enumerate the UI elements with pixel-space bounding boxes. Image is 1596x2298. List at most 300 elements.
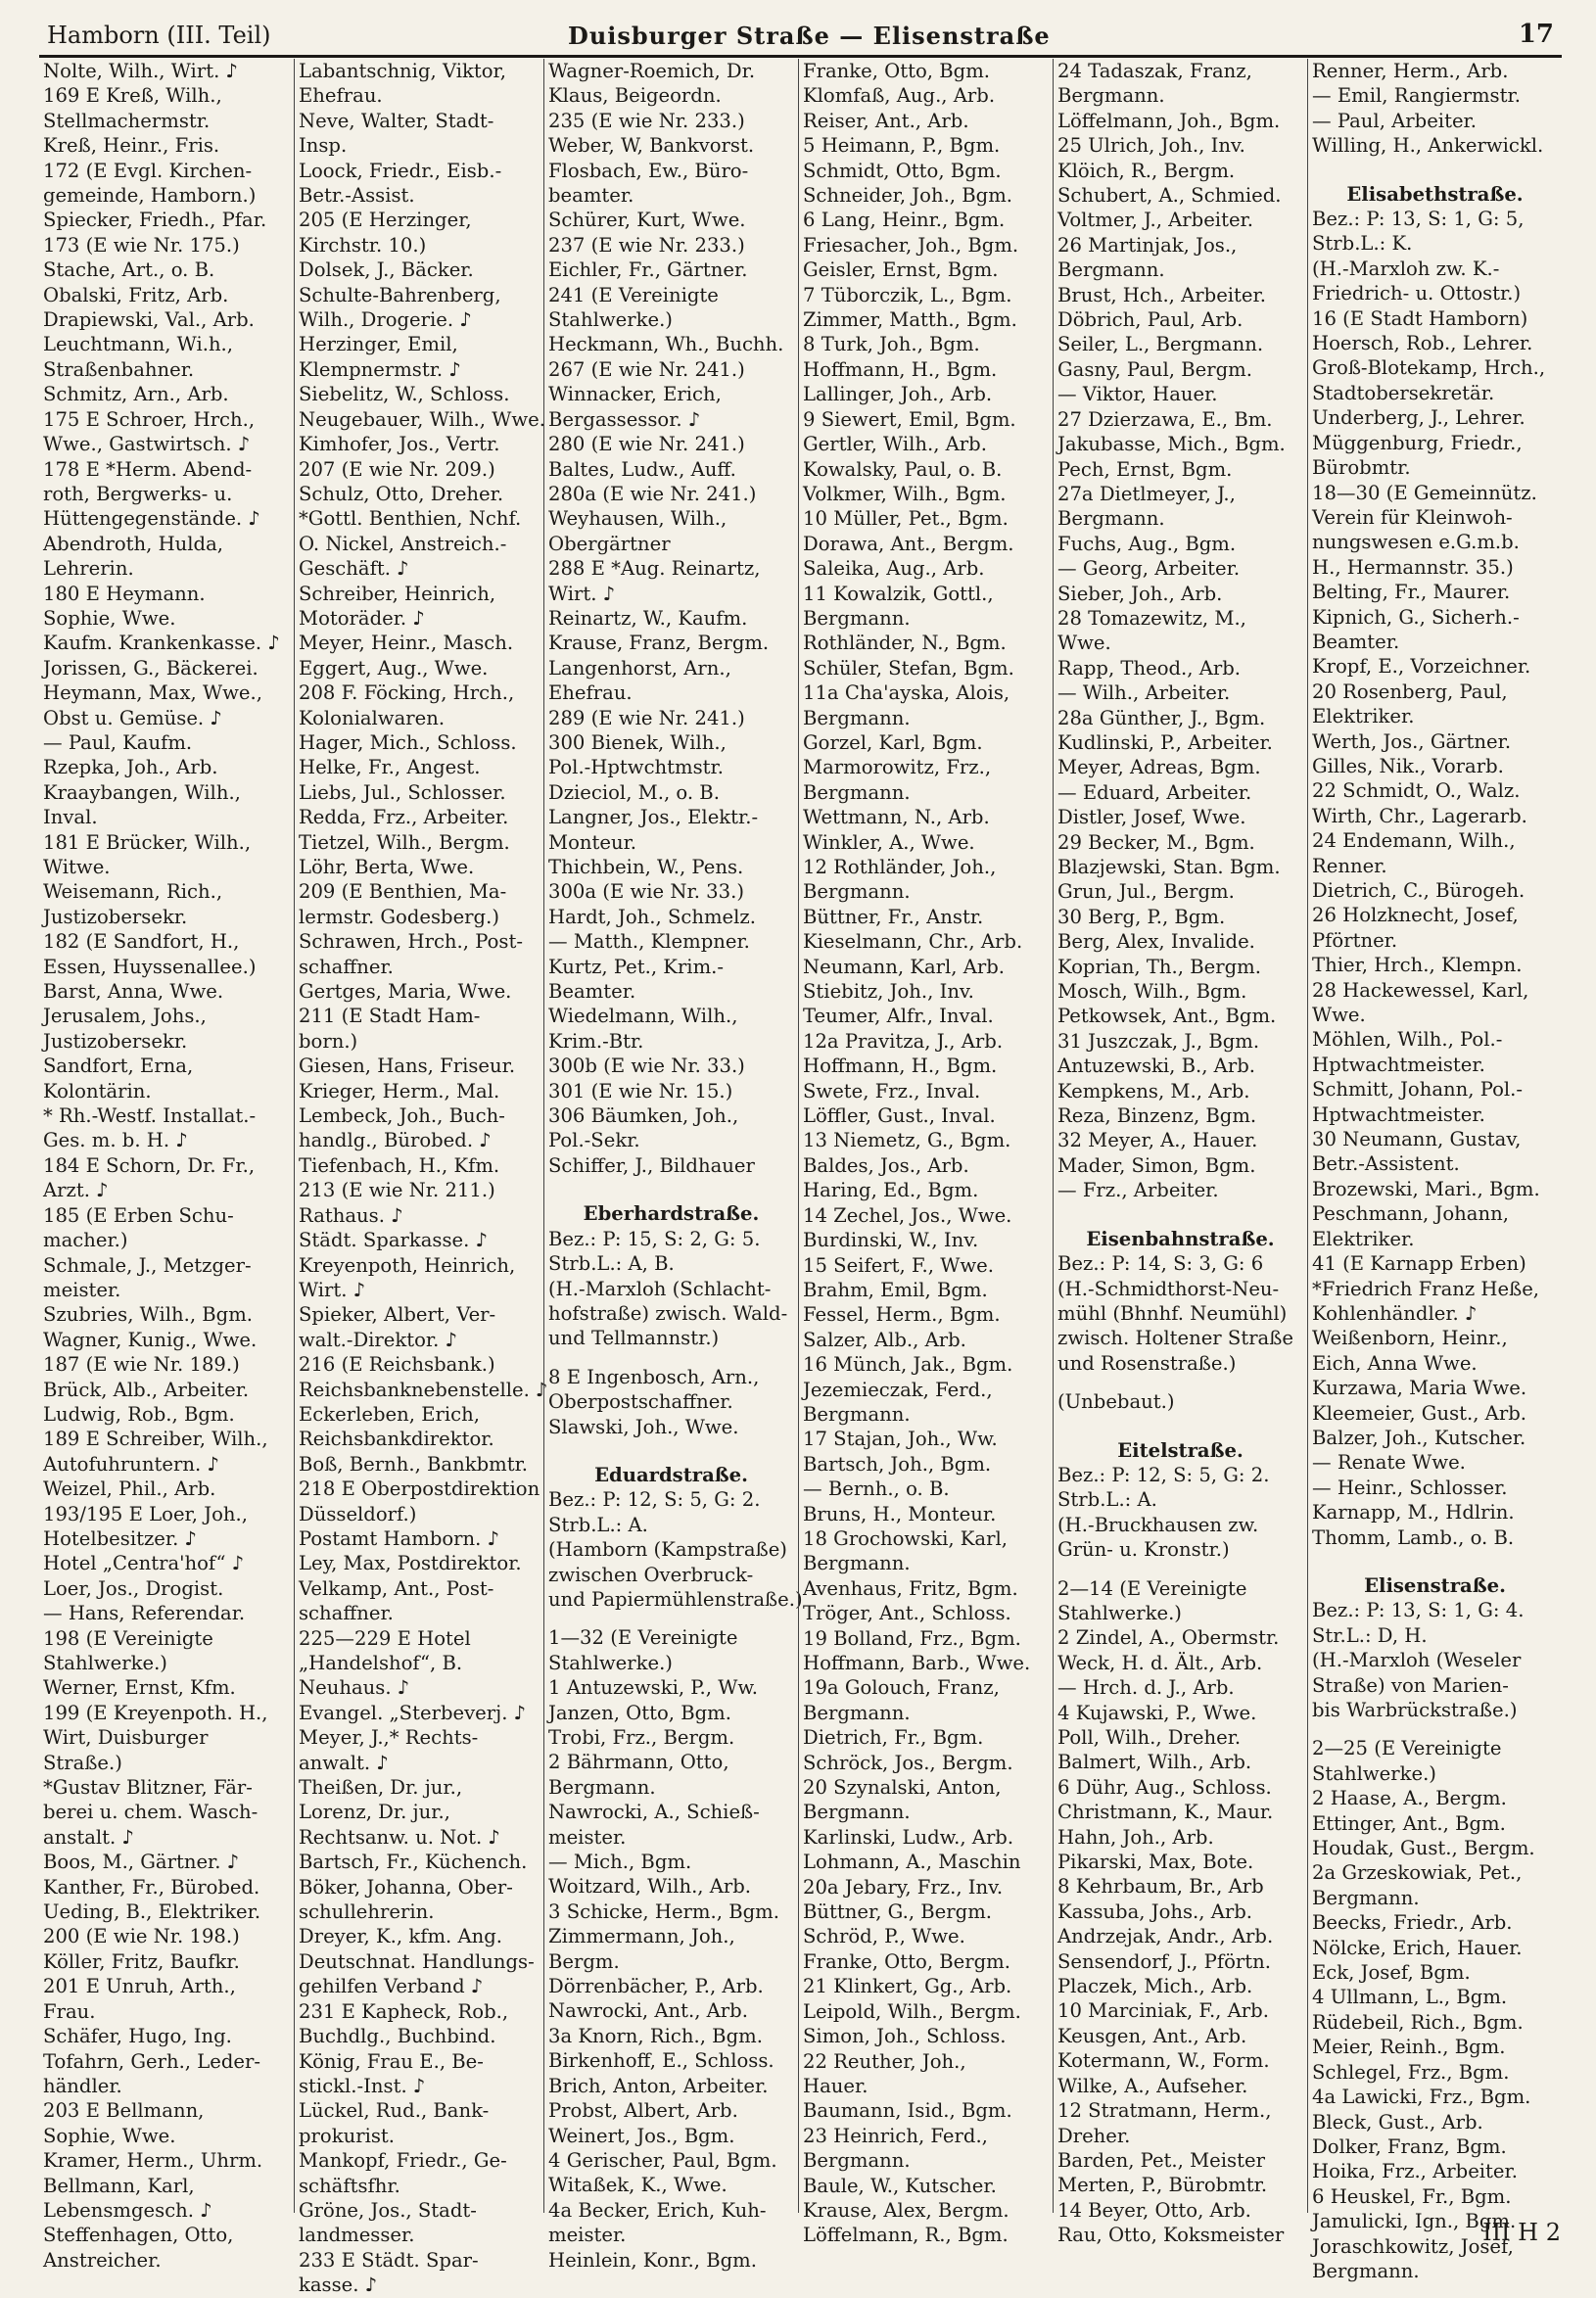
directory-entry-line: 267 (E wie Nr. 241.) — [548, 357, 745, 381]
directory-entry-line: Pförtner. — [1312, 928, 1398, 952]
directory-entry-line: Jorissen, G., Bäckerei. — [43, 656, 258, 680]
directory-entry-line: *Gustav Blitzner, Fär- — [43, 1776, 253, 1800]
directory-entry-line: Lückel, Rud., Bank- — [299, 2099, 490, 2123]
directory-entry-line: Lebensmgesch. ♪ — [43, 2198, 212, 2222]
directory-entry-line: Nawrocki, A., Schieß- — [548, 1801, 760, 1824]
directory-entry-line: 4a Becker, Erich, Kuh- — [548, 2198, 767, 2222]
directory-entry-line: 280a (E wie Nr. 241.) — [548, 482, 757, 505]
directory-entry-line: Brich, Anton, Arbeiter. — [548, 2074, 769, 2097]
directory-entry-line: Beecks, Friedr., Arb. — [1312, 1911, 1513, 1935]
directory-entry-line: Balzer, Joh., Kutscher. — [1312, 1426, 1526, 1449]
directory-entry-line: 30 Neumann, Gustav, — [1312, 1128, 1522, 1151]
directory-entry-line: Reichsbankdirektor. — [299, 1428, 494, 1451]
column-5 — [1053, 59, 1307, 2247]
directory-entry-line: gemeinde, Hamborn.) — [43, 184, 257, 208]
directory-entry-line: Wirt. ♪ — [299, 1278, 366, 1301]
directory-entry-line: meister. — [548, 2224, 627, 2247]
directory-entry-line: walt.-Direktor. ♪ — [299, 1328, 458, 1351]
directory-entry-line: Hoffmann, H., Bgm. — [803, 357, 998, 381]
directory-entry-line: 241 (E Vereinigte — [548, 283, 719, 306]
directory-entry-line: Thomm, Lamb., o. B. — [1312, 1525, 1515, 1549]
directory-entry-line: 11 Kowalzik, Gottl., — [803, 582, 994, 605]
directory-entry-line: 6 Heuskel, Fr., Bgm. — [1312, 2184, 1512, 2208]
directory-entry-line: Sophie, Wwe. — [43, 606, 176, 630]
directory-entry-line: Bez.: P: 14, S: 3, G: 6 — [1057, 1252, 1264, 1276]
directory-entry-line: Beamter. — [1312, 630, 1400, 653]
directory-entry-line: Velkamp, Ant., Post- — [299, 1576, 494, 1600]
directory-entry-line: Jerusalem, Johs., — [43, 1005, 207, 1028]
directory-entry-line: Rzepka, Joh., Arb. — [43, 756, 218, 779]
directory-entry-line: Bergmann. — [803, 706, 911, 729]
directory-entry-line: Brozewski, Mari., Bgm. — [1312, 1177, 1540, 1200]
directory-entry-line: Betr.-Assistent. — [1312, 1152, 1460, 1176]
directory-entry-line: Jamulicki, Ign., Bgm. — [1312, 2210, 1517, 2233]
directory-entry-line: Keusgen, Ant., Arb. — [1057, 2024, 1247, 2047]
directory-entry-line: Andrzejak, Andr., Arb. — [1057, 1925, 1274, 1948]
directory-entry-line: (Hamborn (Kampstraße) — [548, 1538, 787, 1562]
directory-entry-line: Obalski, Fritz, Arb. — [43, 283, 229, 306]
directory-entry-line: Baule, W., Kutscher. — [803, 2174, 997, 2197]
directory-entry-line: Langner, Jos., Elektr.- — [548, 806, 759, 829]
directory-entry-line: Koprian, Th., Bergm. — [1057, 955, 1261, 978]
directory-entry-line: Str.L.: D, H. — [1312, 1623, 1428, 1647]
directory-entry-line: 12 Rothländer, Joh., — [803, 856, 997, 878]
directory-entry-line: Bergmann. — [803, 780, 911, 804]
spacer — [548, 1178, 794, 1192]
directory-entry-line: Wilke, A., Aufseher. — [1057, 2074, 1248, 2097]
directory-entry-line: Wwe. — [1057, 632, 1111, 655]
directory-entry-line: 25 Ulrich, Joh., Inv. — [1057, 134, 1245, 158]
directory-entry-line: Winnacker, Erich, — [548, 383, 722, 406]
directory-entry-line: Ehefrau. — [548, 681, 633, 705]
directory-entry-line: Hahn, Joh., Arb. — [1057, 1825, 1214, 1849]
directory-entry-line: stickl.-Inst. ♪ — [299, 2074, 426, 2097]
header-street-range: Duisburger Straße — Elisenstraße — [568, 22, 1051, 50]
directory-entry-line: Elektriker. — [1312, 705, 1415, 728]
street-heading: Elisenstraße. — [1364, 1573, 1506, 1597]
directory-entry-line: Kimhofer, Jos., Vertr. — [299, 433, 500, 456]
directory-entry-line: anwalt. ♪ — [299, 1751, 389, 1774]
directory-entry-line: Christmann, K., Maur. — [1057, 1801, 1274, 1824]
directory-entry-line: Winkler, A., Wwe. — [803, 830, 975, 854]
directory-entry-line: Bergmann. — [803, 1402, 911, 1426]
directory-entry-line: Hager, Mich., Schloss. — [299, 730, 517, 754]
directory-entry-line: 23 Heinrich, Ferd., — [803, 2124, 988, 2147]
directory-entry-line: Jakubasse, Mich., Bgm. — [1057, 433, 1286, 456]
directory-entry-line: Kohlenhändler. ♪ — [1312, 1301, 1478, 1325]
directory-entry-line: 9 Siewert, Emil, Bgm. — [803, 407, 1016, 431]
directory-entry-line: Kurtz, Pet., Krim.- — [548, 955, 725, 978]
directory-entry-line: 218 E Oberpostdirektion — [299, 1477, 540, 1501]
directory-entry-line: 301 (E wie Nr. 15.) — [548, 1079, 733, 1102]
directory-entry-line: Bergmann. — [1057, 84, 1165, 108]
directory-entry-line: 7 Tüborczik, L., Bgm. — [803, 283, 1012, 306]
directory-entry-line: Brück, Alb., Arbeiter. — [43, 1378, 250, 1401]
directory-entry-line: Stahlwerke.) — [548, 308, 673, 332]
page-footer-signature: III H 2 — [1482, 2219, 1561, 2246]
directory-entry-line: Kreyenpoth, Heinrich, — [299, 1253, 516, 1277]
directory-entry-line: Eggert, Aug., Wwe. — [299, 656, 489, 680]
directory-entry-line: Swete, Frz., Inval. — [803, 1079, 981, 1102]
directory-entry-line: Bergmann. — [548, 1775, 656, 1799]
directory-entry-line: Flosbach, Ew., Büro- — [548, 159, 749, 182]
directory-entry-line: Weyhausen, Wilh., — [548, 507, 728, 531]
directory-entry-line: 8 E Ingenbosch, Arn., — [548, 1365, 760, 1388]
directory-entry-line: Klomfaß, Aug., Arb. — [803, 84, 996, 108]
directory-entry-line: Lallinger, Joh., Arb. — [803, 383, 993, 406]
directory-entry-line: Thier, Hrch., Klempn. — [1312, 954, 1523, 977]
directory-entry-line: 175 E Schroer, Hrch., — [43, 407, 256, 431]
directory-entry-line: 300 Bienek, Wilh., — [548, 730, 727, 754]
column-2 — [294, 59, 548, 2297]
directory-entry-line: Bergassessor. ♪ — [548, 407, 701, 431]
directory-entry-line: Placzek, Mich., Arb. — [1057, 1975, 1253, 1998]
directory-entry-line: 15 Seifert, F., Wwe. — [803, 1253, 994, 1277]
directory-entry-line: Siebelitz, W., Schloss. — [299, 383, 510, 406]
directory-entry-line: Bergmann. — [1312, 1886, 1420, 1909]
directory-entry-line: — Paul, Arbeiter. — [1312, 109, 1477, 132]
directory-entry-line: Distler, Josef, Wwe. — [1057, 806, 1246, 829]
directory-entry-line: 18—30 (E Gemeinnütz. — [1312, 481, 1537, 504]
directory-entry-line: 173 (E wie Nr. 175.) — [43, 233, 240, 257]
directory-entry-line: Bez.: P: 15, S: 2, G: 5. — [548, 1227, 761, 1250]
directory-entry-line: Sensendorf, J., Pförtn. — [1057, 1949, 1271, 1973]
directory-entry-line: Neuhaus. ♪ — [299, 1676, 410, 1700]
spacer — [1312, 159, 1558, 172]
directory-entry-line: schaffner. — [299, 955, 394, 978]
directory-entry-line: Steffenhagen, Otto, — [43, 2224, 234, 2247]
directory-entry-line: Balmert, Wilh., Arb. — [1057, 1751, 1252, 1774]
directory-entry-line: 208 F. Föcking, Hrch., — [299, 681, 515, 705]
directory-entry-line: Stache, Art., o. B. — [43, 258, 215, 282]
directory-entry-line: Tietzel, Wilh., Bergm. — [299, 830, 510, 854]
directory-entry-line: 10 Marciniak, F., Arb. — [1057, 1999, 1269, 2023]
directory-entry-line: Probst, Albert, Arb. — [548, 2099, 738, 2123]
directory-entry-line: 231 E Kapheck, Rob., — [299, 1999, 509, 2023]
directory-entry-line: Inval. — [43, 806, 98, 829]
directory-entry-line: (H.-Schmidthorst-Neu- — [1057, 1277, 1280, 1300]
directory-entry-line: Buchdlg., Buchbind. — [299, 2025, 496, 2048]
directory-entry-line: 28a Günther, J., Bgm. — [1057, 706, 1266, 729]
directory-entry-line: Deutschnat. Handlungs- — [299, 1949, 535, 1973]
page-header — [39, 14, 1562, 58]
spacer — [548, 1612, 794, 1625]
directory-entry-line: Salzer, Alb., Arb. — [803, 1328, 966, 1351]
spacer — [1312, 1550, 1558, 1564]
directory-entry-line: 29 Becker, M., Bgm. — [1057, 830, 1255, 854]
directory-entry-line: Hoffmann, Barb., Wwe. — [803, 1652, 1031, 1674]
directory-entry-line: Reinartz, W., Kaufm. — [548, 606, 748, 630]
directory-entry-line: Teumer, Alfr., Inval. — [803, 1005, 994, 1028]
directory-entry-line: Redda, Frz., Arbeiter. — [299, 806, 509, 829]
directory-entry-line: 2—25 (E Vereinigte — [1312, 1737, 1502, 1760]
directory-entry-line: 13 Niemetz, G., Bgm. — [803, 1129, 1011, 1152]
directory-entry-line: 203 E Bellmann, — [43, 2099, 205, 2123]
directory-entry-line: Düsseldorf.) — [299, 1502, 417, 1525]
directory-entry-line: Verein für Kleinwoh- — [1312, 505, 1513, 529]
directory-entry-line: Jezemieczak, Ferd., — [803, 1378, 993, 1401]
directory-entry-line: Schmitz, Arn., Arb. — [43, 383, 229, 406]
directory-entry-line: Bergmann. — [803, 880, 911, 904]
directory-entry-line: — Frz., Arbeiter. — [1057, 1179, 1219, 1202]
directory-entry-line: Meier, Reinh., Bgm. — [1312, 2036, 1506, 2059]
directory-entry-line: Renner, Herm., Arb. — [1312, 60, 1509, 82]
directory-entry-line: Gilles, Nik., Vorarb. — [1312, 754, 1504, 777]
directory-entry-line: Neve, Walter, Stadt- — [299, 109, 494, 132]
directory-entry-line: Baumann, Isid., Bgm. — [803, 2099, 1012, 2123]
directory-entry-line: 10 Müller, Pet., Bgm. — [803, 507, 1009, 531]
directory-entry-line: 225—229 E Hotel — [299, 1626, 471, 1650]
directory-entry-line: Löffelmann, R., Bgm. — [803, 2224, 1009, 2247]
directory-entry-line: 288 E *Aug. Reinartz, — [548, 557, 761, 581]
directory-entry-line: Kolontärin. — [43, 1079, 152, 1102]
directory-entry-line: Grün- u. Kronstr.) — [1057, 1538, 1230, 1562]
directory-entry-line: Möhlen, Wilh., Pol.- — [1312, 1028, 1503, 1052]
directory-entry-line: — Georg, Arbeiter. — [1057, 557, 1241, 581]
directory-entry-line: Brust, Hch., Arbeiter. — [1057, 283, 1266, 306]
directory-entry-line: — Eduard, Arbeiter. — [1057, 780, 1252, 804]
directory-entry-line: — Emil, Rangiermstr. — [1312, 84, 1521, 108]
directory-entry-line: Wirth, Chr., Lagerarb. — [1312, 804, 1527, 827]
directory-entry-line: Schmidt, Otto, Bgm. — [803, 159, 1002, 182]
directory-entry-line: Bergmann. — [1057, 258, 1165, 282]
directory-entry-line: Weber, W, Bankvorst. — [548, 134, 755, 158]
spacer — [1057, 1415, 1303, 1429]
directory-entry-line: Dolsek, J., Bäcker. — [299, 258, 474, 282]
directory-entry-line: Liebs, Jul., Schlosser. — [299, 780, 506, 804]
directory-entry-line: Kipnich, G., Sicherh.- — [1312, 605, 1520, 629]
directory-entry-line: Ueding, B., Elektriker. — [43, 1900, 261, 1924]
directory-entry-line: Bartsch, Fr., Küchench. — [299, 1851, 528, 1874]
directory-entry-line: Strb.L.: A, B. — [548, 1252, 675, 1276]
spacer — [548, 1439, 794, 1453]
directory-entry-line: 24 Tadaszak, Franz, — [1057, 60, 1252, 82]
directory-entry-line: Schlegel, Frz., Bgm. — [1312, 2060, 1510, 2084]
directory-entry-line: Herzinger, Emil, — [299, 333, 458, 356]
directory-entry-line: 201 E Unruh, Arth., — [43, 1975, 236, 1998]
directory-entry-line: Bez.: P: 12, S: 5, G: 2. — [1057, 1463, 1270, 1486]
directory-entry-line: Stahlwerke.) — [548, 1651, 673, 1674]
directory-entry-line: Schulz, Otto, Dreher. — [299, 482, 504, 505]
directory-entry-line: Houdak, Gust., Bergm. — [1312, 1837, 1535, 1860]
directory-entry-line: 289 (E wie Nr. 241.) — [548, 706, 745, 729]
directory-entry-line: Eich, Anna Wwe. — [1312, 1351, 1478, 1375]
directory-entry-line: Schiffer, J., Bildhauer — [548, 1153, 755, 1177]
directory-entry-line: Bez.: P: 12, S: 5, G: 2. — [548, 1488, 761, 1512]
directory-entry-line: 12a Pravitza, J., Arb. — [803, 1029, 1004, 1053]
directory-entry-line: Karnapp, M., Hdlrin. — [1312, 1501, 1515, 1524]
directory-entry-line: 6 Dühr, Aug., Schloss. — [1057, 1775, 1272, 1799]
directory-entry-line: Brahm, Emil, Bgm. — [803, 1278, 988, 1301]
directory-entry-line: prokurist. — [299, 2124, 395, 2147]
directory-entry-line: Städt. Sparkasse. ♪ — [299, 1229, 489, 1252]
directory-entry-line: Schulte-Bahrenberg, — [299, 283, 501, 306]
directory-entry-line: Obst u. Gemüse. ♪ — [43, 706, 222, 729]
directory-entry-line: Bruns, H., Monteur. — [803, 1502, 997, 1525]
directory-entry-line: Bellmann, Karl, — [43, 2174, 195, 2197]
directory-entry-line: kasse. ♪ — [299, 2274, 378, 2297]
directory-entry-line: 209 (E Benthien, Ma- — [299, 880, 507, 904]
directory-entry-line: Dietrich, Fr., Bgm. — [803, 1726, 984, 1750]
directory-entry-line: 21 Klinkert, Gg., Arb. — [803, 1975, 1012, 1998]
directory-entry-line: Hoffmann, H., Bgm. — [803, 1055, 998, 1078]
directory-entry-line: Schröd, P., Wwe. — [803, 1925, 965, 1948]
directory-entry-line: meister. — [43, 1278, 121, 1301]
column-1 — [39, 59, 294, 2272]
directory-entry-line: händler. — [43, 2074, 122, 2097]
directory-entry-line: Heymann, Max, Wwe., — [43, 681, 262, 705]
directory-entry-line: Leuchtmann, Wi.h., — [43, 333, 234, 356]
directory-entry-line: (H.-Marxloh (Schlacht- — [548, 1277, 772, 1300]
directory-entry-line: König, Frau E., Be- — [299, 2049, 484, 2073]
directory-entry-line: nungswesen e.G.m.b. — [1312, 531, 1520, 554]
directory-entry-line: Kraaybangen, Wilh., — [43, 780, 241, 804]
directory-entry-line: „Handelshof“, B. — [299, 1652, 463, 1674]
header-district: Hamborn (III. Teil) — [47, 22, 271, 49]
directory-entry-line: Dreyer, K., kfm. Ang. — [299, 1925, 503, 1948]
directory-entry-line: Strb.L.: K. — [1312, 232, 1413, 256]
directory-entry-line: Monteur. — [548, 830, 637, 854]
directory-entry-line: Hardt, Joh., Schmelz. — [548, 905, 756, 928]
directory-entry-line: Groß-Blotekamp, Hrch., — [1312, 356, 1546, 380]
directory-entry-line: Thichbein, W., Pens. — [548, 856, 744, 878]
directory-entry-line: 178 E *Herm. Abend- — [43, 457, 253, 481]
spacer — [1057, 1376, 1303, 1389]
directory-entry-line: Spiecker, Friedh., Pfar. — [43, 209, 267, 232]
directory-entry-line: und Rosenstraße.) — [1057, 1351, 1237, 1375]
directory-entry-line: 3 Schicke, Herm., Bgm. — [548, 1899, 779, 1923]
directory-entry-line: Drapiewski, Val., Arb. — [43, 308, 255, 332]
directory-entry-line: Weck, H. d. Ält., Arb. — [1057, 1651, 1263, 1674]
directory-entry-line: Sieber, Joh., Arb. — [1057, 582, 1223, 605]
directory-entry-line: Witwe. — [43, 856, 111, 878]
directory-entry-line: Lehrerin. — [43, 557, 134, 581]
directory-entry-line: Zimmer, Matth., Bgm. — [803, 308, 1017, 332]
directory-entry-line: Bürobmtr. — [1312, 456, 1411, 480]
directory-entry-line: 26 Martinjak, Jos., — [1057, 233, 1238, 257]
directory-entry-line: — Renate Wwe. — [1312, 1451, 1466, 1475]
directory-entry-line: Giesen, Hans, Friseur. — [299, 1055, 516, 1078]
directory-entry-line: 41 (E Karnapp Erben) — [1312, 1252, 1526, 1276]
directory-entry-line: Berg, Alex, Invalide. — [1057, 930, 1255, 954]
directory-entry-line: Ettinger, Ant., Bgm. — [1312, 1811, 1506, 1835]
directory-entry-line: Loer, Jos., Drogist. — [43, 1576, 224, 1600]
directory-entry-line: Friedrich- u. Ottostr.) — [1312, 282, 1522, 305]
directory-entry-line: Reiser, Ant., Arb. — [803, 109, 969, 132]
directory-entry-line: 198 (E Vereinigte — [43, 1626, 213, 1650]
directory-entry-line: 237 (E wie Nr. 233.) — [548, 233, 745, 257]
directory-entry-line: Bleck, Gust., Arb. — [1312, 2110, 1483, 2134]
spacer — [1057, 1563, 1303, 1576]
directory-entry-line: lermstr. Godesberg.) — [299, 905, 499, 928]
directory-entry-line: Pikarski, Max, Bote. — [1057, 1851, 1254, 1874]
directory-entry-line: 6 Lang, Heinr., Bgm. — [803, 209, 1006, 232]
directory-entry-line: 12 Stratmann, Herm., — [1057, 2099, 1272, 2123]
directory-entry-line: schäftsfhr. — [299, 2174, 400, 2197]
directory-entry-line: Eck, Josef, Bgm. — [1312, 1961, 1471, 1985]
directory-entry-line: Schröck, Jos., Bergm. — [803, 1751, 1013, 1774]
directory-entry-line: Grun, Jul., Bergm. — [1057, 880, 1235, 904]
directory-entry-line: Köller, Fritz, Baufkr. — [43, 1949, 240, 1973]
directory-entry-line: und Tellmannstr.) — [548, 1327, 720, 1350]
directory-entry-line: Löffelmann, Joh., Bgm. — [1057, 109, 1281, 132]
directory-entry-line: zwischen Overbruck- — [548, 1563, 754, 1586]
directory-entry-line: Rechtsanw. u. Not. ♪ — [299, 1825, 500, 1849]
directory-entry-line: Kirchstr. 10.) — [299, 233, 427, 257]
directory-entry-line: Baldes, Jos., Arb. — [803, 1153, 969, 1177]
directory-entry-line: 2 Bährmann, Otto, — [548, 1751, 729, 1774]
directory-entry-line: Hoika, Frz., Arbeiter. — [1312, 2160, 1518, 2183]
directory-entry-line: Kempkens, M., Arb. — [1057, 1079, 1250, 1102]
directory-entry-line: Abendroth, Hulda, — [43, 532, 223, 555]
directory-entry-line: 4 Kujawski, P., Wwe. — [1057, 1701, 1257, 1724]
directory-entry-line: Insp. — [299, 134, 348, 158]
directory-entry-line: gehilfen Verband ♪ — [299, 1975, 484, 1998]
directory-entry-line: 205 (E Herzinger, — [299, 209, 472, 232]
directory-entry-line: hofstraße) zwisch. Wald- — [548, 1301, 788, 1325]
directory-entry-line: Kanther, Fr., Bürobed. — [43, 1875, 260, 1899]
directory-entry-line: Obergärtner — [548, 532, 671, 555]
directory-entry-line: Joraschkowitz, Josef, — [1312, 2234, 1514, 2258]
directory-entry-line: Krause, Alex, Bergm. — [803, 2198, 1009, 2222]
directory-entry-line: Betr.-Assist. — [299, 184, 415, 208]
directory-entry-line: Wagner-Roemich, Dr. — [548, 60, 756, 82]
directory-entry-line: Hauer. — [803, 2074, 868, 2097]
directory-entry-line: Merten, P., Bürobmtr. — [1057, 2174, 1268, 2197]
directory-entry-line: born.) — [299, 1029, 358, 1053]
directory-entry-line: Lohmann, A., Maschin — [803, 1851, 1021, 1874]
directory-entry-line: 189 E Schreiber, Wilh., — [43, 1428, 268, 1451]
directory-entry-line: Kowalsky, Paul, o. B. — [803, 457, 1003, 481]
directory-entry-line: Elektriker. — [1312, 1227, 1415, 1250]
directory-entry-line: Ley, Max, Postdirektor. — [299, 1552, 522, 1575]
directory-entry-line: mühl (Bhnhf. Neumühl) — [1057, 1301, 1288, 1325]
directory-entry-line: Loock, Friedr., Eisb.- — [299, 159, 502, 182]
directory-entry-line: (H.-Marxloh (Weseler — [1312, 1649, 1522, 1672]
directory-entry-line: Tiefenbach, H., Kfm. — [299, 1153, 500, 1177]
directory-entry-line: (H.-Marxloh zw. K.- — [1312, 257, 1500, 280]
directory-entry-line: Peschmann, Johann, — [1312, 1202, 1509, 1226]
directory-entry-line: Oberpostschaffner. — [548, 1390, 733, 1414]
directory-entry-line: Avenhaus, Fritz, Bgm. — [803, 1576, 1018, 1600]
directory-entry-line: Fuchs, Aug., Bgm. — [1057, 532, 1237, 555]
directory-entry-line: Kotermann, W., Form. — [1057, 2049, 1270, 2073]
directory-entry-line: Arzt. ♪ — [43, 1179, 109, 1202]
directory-entry-line: 19a Golouch, Franz, — [803, 1676, 1000, 1700]
directory-entry-line: Zimmermann, Joh., — [548, 1925, 735, 1948]
directory-entry-line: 4a Lawicki, Frz., Bgm. — [1312, 2086, 1531, 2109]
directory-entry-line: 27a Dietlmeyer, J., — [1057, 482, 1236, 505]
directory-entry-line: Kramer, Herm., Uhrm. — [43, 2149, 263, 2173]
directory-entry-line: Kreß, Heinr., Fris. — [43, 134, 220, 158]
directory-entry-line: Nolte, Wilh., Wirt. ♪ — [43, 60, 239, 82]
directory-entry-line: Schäfer, Hugo, Ing. — [43, 2025, 232, 2048]
directory-entry-line: Werth, Jos., Gärtner. — [1312, 729, 1512, 753]
directory-entry-line: 216 (E Reichsbank.) — [299, 1353, 495, 1377]
directory-entry-line: 235 (E wie Nr. 233.) — [548, 109, 745, 132]
directory-entry-line: Stahlwerke.) — [1312, 1761, 1436, 1785]
directory-entry-line: Stadtobersekretär. — [1312, 381, 1495, 404]
directory-entry-line: 8 Kehrbaum, Br., Arb — [1057, 1875, 1264, 1899]
directory-entry-line: 1—32 (E Vereinigte — [548, 1626, 738, 1650]
directory-entry-line: Karlinski, Ludw., Arb. — [803, 1825, 1014, 1849]
directory-entry-line: Reza, Binzenz, Bgm. — [1057, 1104, 1257, 1128]
directory-entry-line: 2a Grzeskowiak, Pet., — [1312, 1861, 1523, 1885]
directory-entry-line: Straßenbahner. — [43, 357, 195, 381]
directory-entry-line: Schüler, Stefan, Bgm. — [803, 656, 1014, 680]
directory-entry-line: 24 Endemann, Wilh., — [1312, 829, 1516, 853]
directory-entry-line: bis Warbrückstraße.) — [1312, 1699, 1518, 1721]
